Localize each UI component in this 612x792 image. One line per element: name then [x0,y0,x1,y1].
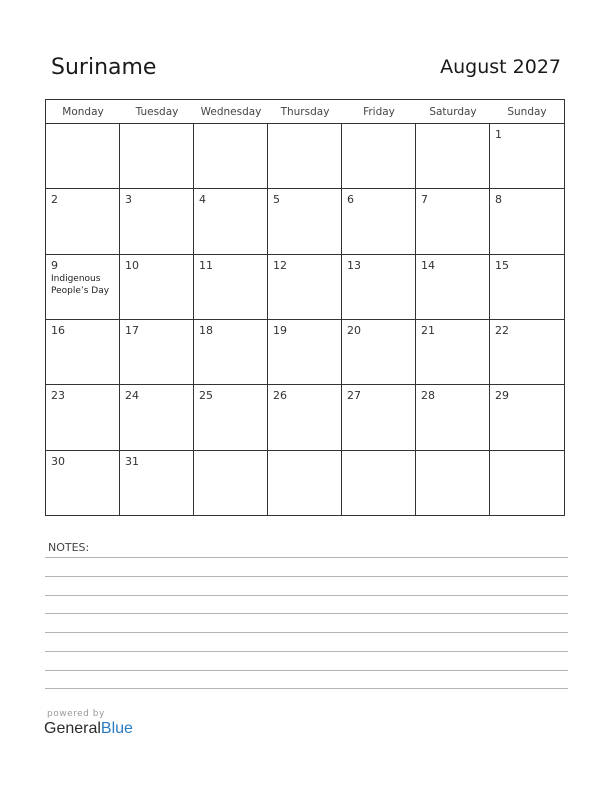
day-number: 21 [421,324,435,337]
day-cell [120,189,194,254]
note-line [45,632,568,633]
day-cell [46,320,120,385]
day-cell [194,451,268,516]
day-number: 12 [273,258,287,272]
day-cell [120,451,194,516]
day-number: 27 [347,389,361,403]
day-grid [46,124,564,516]
day-number: 23 [51,389,65,403]
day-cell [268,385,342,450]
day-number: 19 [273,324,287,337]
day-cell [268,124,342,189]
country-title: Suriname [51,55,157,80]
day-number: 18 [199,324,213,337]
brand-general: General [44,720,101,737]
day-number: 22 [495,324,509,337]
weekday-wednesday: Wednesday [200,106,262,118]
day-cell [46,189,120,254]
day-cell [416,124,490,189]
day-number: 16 [51,324,65,337]
day-cell [46,451,120,516]
day-cell [490,320,564,385]
day-cell [490,124,564,189]
day-cell [120,124,194,189]
day-cell [194,385,268,450]
day-number: 13 [347,258,361,272]
generalblue-logo[interactable] [44,720,133,738]
day-cell [416,451,490,516]
day-cell [416,189,490,254]
powered-by-text: powered by [47,709,105,719]
day-number: 29 [495,389,509,403]
weekday-header [46,100,564,124]
day-cell [194,320,268,385]
weekday-friday: Friday [363,106,395,118]
weekday-monday: Monday [62,106,104,118]
calendar-grid [45,99,565,516]
day-cell [342,124,416,189]
day-cell [342,320,416,385]
day-cell [194,189,268,254]
weekday-saturday: Saturday [429,106,477,118]
holiday-label: Indigenous People’s Day [51,273,110,296]
note-line [45,576,568,577]
day-cell [120,385,194,450]
day-number: 8 [495,193,502,207]
day-number: 15 [495,258,509,272]
day-number: 25 [199,389,213,403]
brand-blue: Blue [100,720,133,737]
day-number: 3 [125,193,132,207]
day-number: 9 [51,258,58,272]
day-cell [342,189,416,254]
day-number: 17 [125,324,139,337]
day-number: 2 [51,193,58,207]
day-cell [268,255,342,320]
day-number: 5 [273,193,280,207]
day-cell [416,320,490,385]
weekday-sunday: Sunday [507,106,547,118]
day-cell [490,255,564,320]
day-cell [416,385,490,450]
day-cell [268,451,342,516]
day-number: 6 [347,193,354,207]
note-line [45,595,568,596]
day-number: 30 [51,454,65,468]
day-cell [342,385,416,450]
day-number: 28 [421,389,435,403]
day-cell [490,189,564,254]
day-cell [416,255,490,320]
day-cell [342,255,416,320]
day-cell [268,189,342,254]
day-cell [490,451,564,516]
day-number: 24 [125,389,139,403]
day-cell [490,385,564,450]
notes-label: NOTES: [48,541,90,554]
day-number: 11 [199,258,213,272]
day-number: 20 [347,324,361,337]
day-cell [342,451,416,516]
note-line [45,613,568,614]
day-number: 4 [199,193,206,207]
day-cell [46,385,120,450]
day-number: 14 [421,258,435,272]
day-number: 1 [495,128,502,141]
day-cell [46,124,120,189]
day-cell [194,124,268,189]
day-number: 10 [125,258,139,272]
day-cell [46,255,120,320]
day-number: 31 [125,454,139,468]
note-line [45,670,568,671]
month-title: August 2027 [440,56,561,78]
note-line [45,557,568,558]
day-cell [120,320,194,385]
day-cell [120,255,194,320]
note-line [45,688,568,689]
day-cell [268,320,342,385]
day-cell [194,255,268,320]
weekday-tuesday: Tuesday [135,106,179,118]
note-line [45,651,568,652]
day-number: 26 [273,389,287,403]
day-number: 7 [421,193,428,207]
weekday-thursday: Thursday [280,106,330,118]
